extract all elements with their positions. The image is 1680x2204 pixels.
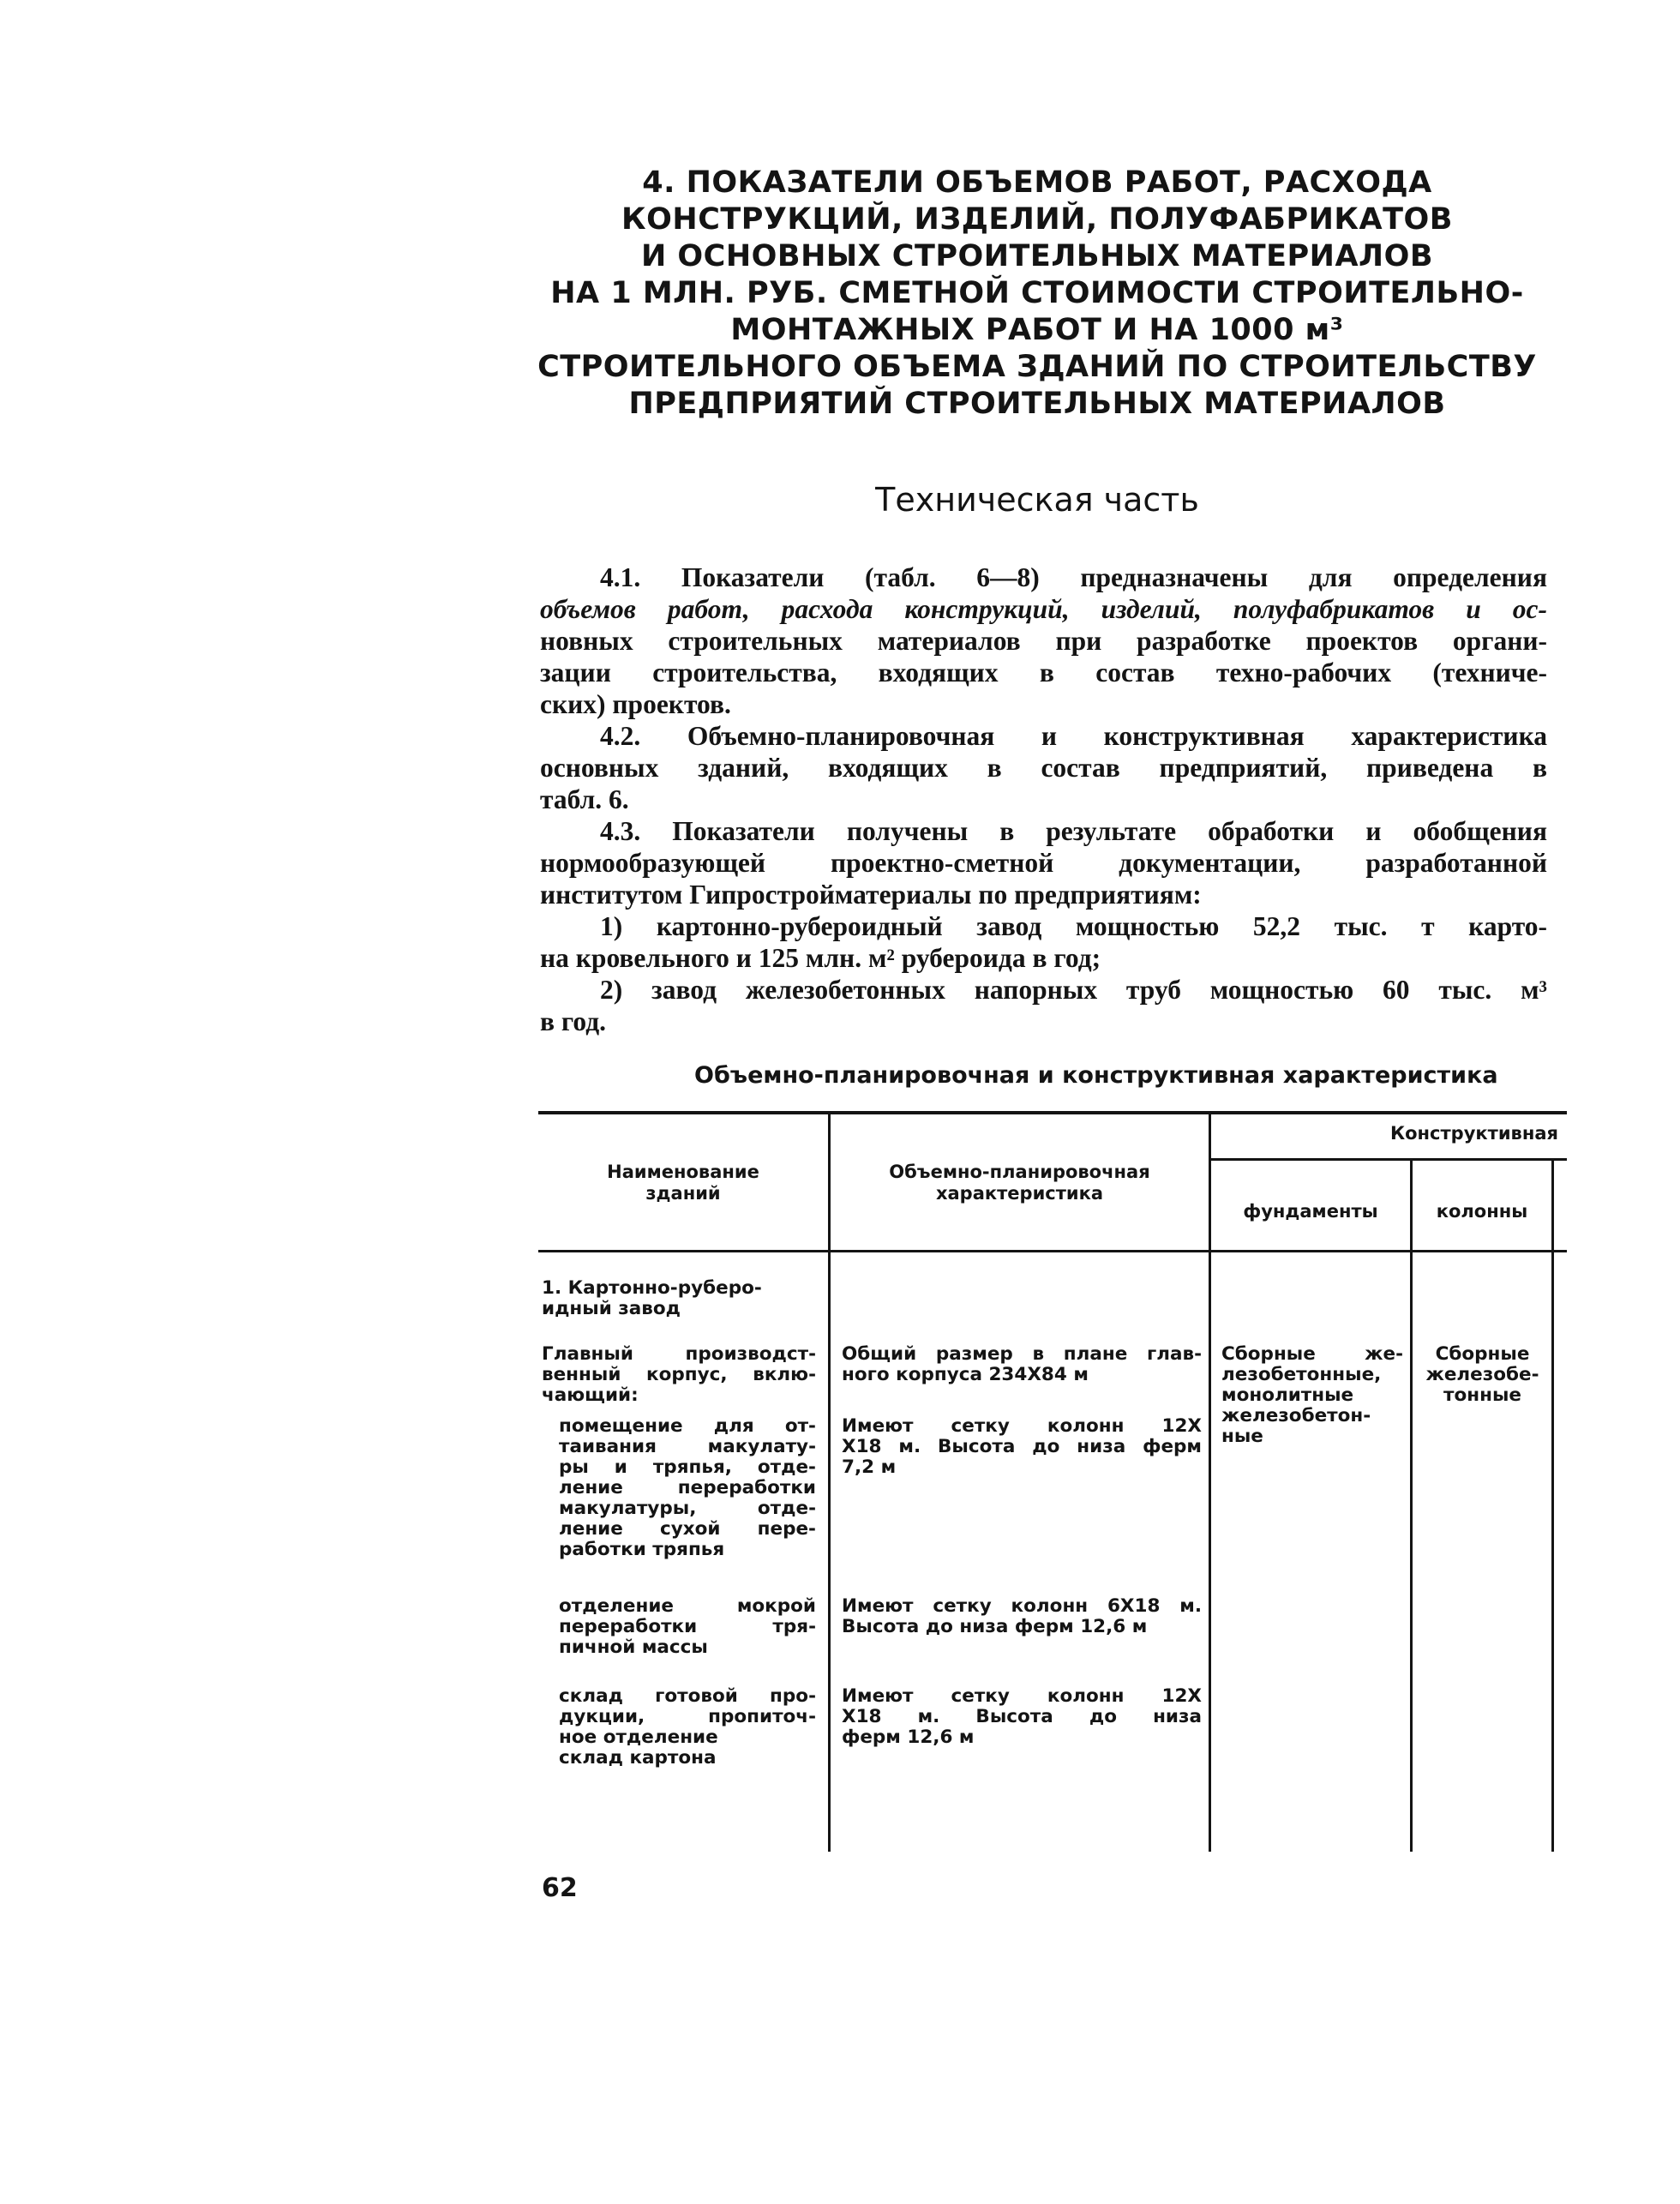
cell-line: ного корпуса 234Х84 м	[842, 1364, 1089, 1385]
cell-line: Имеют сетку колонн 6Х18 м.	[842, 1595, 1202, 1617]
subtitle: Техническая часть	[875, 481, 1199, 519]
cell-line: ферм 12,6 м	[842, 1727, 975, 1748]
sub1-planning	[842, 1416, 1202, 1478]
paragraph-line: ских) проектов.	[540, 689, 731, 719]
section-title-line: ПРЕДПРИЯТИЙ СТРОИТЕЛЬНЫХ МАТЕРИАЛОВ	[628, 387, 1446, 421]
page-number: 62	[542, 1873, 578, 1903]
header-constructive: Конструктивная	[1389, 1123, 1558, 1144]
cell-line: венный корпус, вклю-	[542, 1364, 816, 1385]
cell-line: пичной массы	[559, 1636, 708, 1658]
main-building-columns	[1416, 1344, 1549, 1406]
cell-line: железобе-	[1425, 1364, 1539, 1385]
cell-line: 1. Картонно-руберо-	[542, 1277, 762, 1299]
cell-line: Х18 м. Высота до низа ферм	[842, 1436, 1202, 1457]
paragraph-line: 4.1. Показатели (табл. 6—8) предназначены для определения	[600, 562, 1547, 592]
header-foundations: фундаменты	[1243, 1201, 1378, 1222]
section-title-line: И ОСНОВНЫХ СТРОИТЕЛЬНЫХ МАТЕРИАЛОВ	[640, 239, 1434, 273]
cell-line: ление переработки	[559, 1477, 816, 1498]
header-line: Наименование	[607, 1162, 759, 1182]
cell-line: работки тряпья	[559, 1539, 725, 1560]
cell-line: ные	[1221, 1426, 1263, 1447]
cell-line: идный завод	[542, 1298, 681, 1319]
cell-line: ление сухой пере-	[559, 1518, 816, 1540]
cell-line: ное отделение	[559, 1727, 718, 1748]
cell-line: Сборные	[1435, 1343, 1530, 1365]
group-row-name	[542, 1278, 816, 1319]
cell-line: монолитные	[1221, 1384, 1354, 1406]
main-building-foundations	[1221, 1344, 1403, 1447]
paragraph-line: нормообразующей проектно-сметной документации, разработанной	[540, 848, 1547, 878]
table-caption: Объемно-планировочная и конструктивная характеристика	[694, 1062, 1498, 1089]
header-line: зданий	[645, 1183, 721, 1204]
paragraph-line: новных строительных материалов при разработке проектов органи-	[540, 626, 1547, 656]
cell-line: 7,2 м	[842, 1456, 897, 1478]
cell-line: тонные	[1443, 1384, 1521, 1406]
paragraph-line: на кровельного и 125 млн. м² рубероида в год;	[540, 943, 1101, 973]
sub3-name	[559, 1686, 816, 1769]
cell-line: Сборные же-	[1221, 1343, 1403, 1365]
table-rule-subheader	[1209, 1158, 1567, 1161]
sub2-planning	[842, 1596, 1202, 1637]
cell-line: макулатуры, отде-	[559, 1498, 816, 1519]
sub3-planning	[842, 1686, 1202, 1748]
paragraph-line: табл. 6.	[540, 784, 629, 814]
table-rule-header	[538, 1250, 1567, 1252]
section-title-line: КОНСТРУКЦИЙ, ИЗДЕЛИЙ, ПОЛУФАБРИКАТОВ	[621, 202, 1453, 237]
cell-line: ры и тряпья, отде-	[559, 1456, 816, 1478]
table-vrule-2	[1209, 1113, 1211, 1852]
sub2-name	[559, 1596, 816, 1658]
cell-line: лезобетонные,	[1221, 1364, 1382, 1385]
paragraph-line: институтом Гипростройматериалы по предприятиям:	[540, 880, 1202, 910]
table-vrule-3	[1410, 1160, 1413, 1852]
cell-line: склад картона	[559, 1747, 717, 1769]
cell-line: склад готовой про-	[559, 1685, 816, 1707]
cell-line: Главный производст-	[542, 1343, 816, 1365]
cell-line: Имеют сетку колонн 12Х	[842, 1415, 1202, 1437]
cell-line: Х18 м. Высота до низа	[842, 1706, 1202, 1727]
table-vrule-4	[1551, 1160, 1554, 1852]
cell-line: переработки тря-	[559, 1616, 816, 1637]
header-planning	[831, 1162, 1209, 1204]
paragraph-line: 2) завод железобетонных напорных труб мощностью 60 тыс. м³	[600, 975, 1547, 1005]
cell-line: чающий:	[542, 1384, 639, 1406]
table-rule-top	[538, 1111, 1567, 1114]
paragraph-line: зации строительства, входящих в состав техно-рабочих (техниче-	[540, 658, 1547, 688]
cell-line: отделение мокрой	[559, 1595, 816, 1617]
paragraph-line: 1) картонно-рубероидный завод мощностью 52,2 тыс. т карто-	[600, 911, 1547, 941]
cell-line: дукции, пропиточ-	[559, 1706, 816, 1727]
paragraph-line: основных зданий, входящих в состав предприятий, приведена в	[540, 753, 1547, 783]
body-text	[540, 562, 1547, 1037]
main-building-planning	[842, 1344, 1202, 1385]
section-title-line: МОНТАЖНЫХ РАБОТ И НА 1000 м³	[730, 313, 1344, 347]
header-line: характеристика	[935, 1183, 1104, 1204]
main-building-name	[542, 1344, 816, 1406]
cell-line: помещение для от-	[559, 1415, 816, 1437]
cell-line: Общий размер в плане глав-	[842, 1343, 1202, 1365]
paragraph-line	[540, 593, 1547, 625]
sub1-name	[559, 1416, 816, 1560]
header-columns: колонны	[1436, 1201, 1528, 1222]
section-title-line: НА 1 МЛН. РУБ. СМЕТНОЙ СТОИМОСТИ СТРОИТЕЛЬНО-	[550, 276, 1524, 310]
table-vrule-1	[828, 1113, 831, 1852]
section-title-line: СТРОИТЕЛЬНОГО ОБЪЕМА ЗДАНИЙ ПО СТРОИТЕЛЬСТВУ	[537, 350, 1537, 384]
cell-line: Имеют сетку колонн 12Х	[842, 1685, 1202, 1707]
header-name	[538, 1162, 828, 1204]
paragraph-line: в год.	[540, 1006, 607, 1036]
section-title-line: 4. ПОКАЗАТЕЛИ ОБЪЕМОВ РАБОТ, РАСХОДА	[642, 165, 1432, 200]
header-line: Объемно-планировочная	[889, 1162, 1150, 1182]
section-title	[514, 165, 1560, 423]
cell-line: Высота до низа ферм 12,6 м	[842, 1616, 1148, 1637]
cell-line: таивания макулату-	[559, 1436, 816, 1457]
paragraph-line: 4.2. Объемно-планировочная и конструктивная характеристика	[600, 721, 1547, 751]
cell-line: железобетон-	[1221, 1405, 1371, 1426]
paragraph-line: 4.3. Показатели получены в результате обработки и обобщения	[600, 816, 1547, 846]
italic-text: объемов работ, расхода конструкций, изделий, полуфабрикатов и ос-	[540, 594, 1547, 624]
